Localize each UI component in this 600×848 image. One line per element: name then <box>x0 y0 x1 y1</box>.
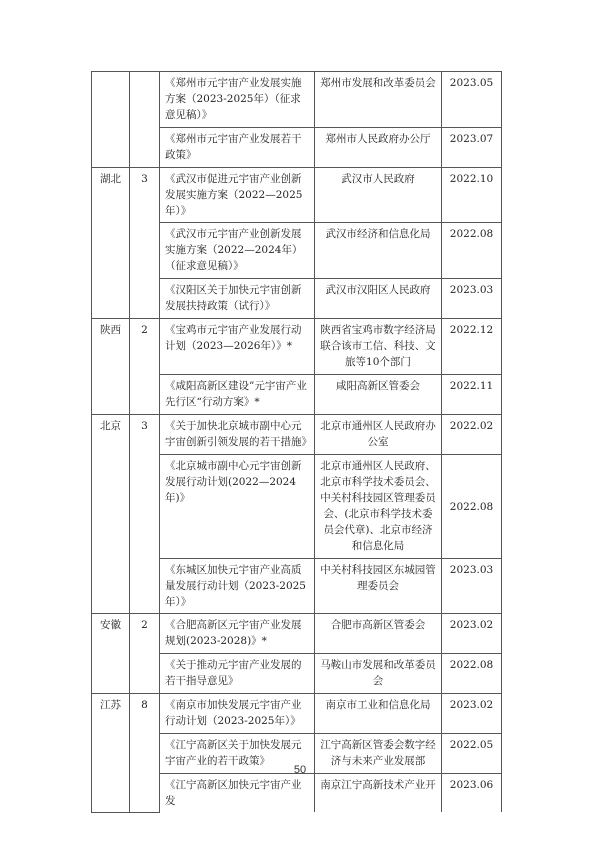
issue-date: 2022.10 <box>442 168 502 223</box>
policy-title: 《北京城市副中心元宇宙创新发展行动计划(2022—2024年)》 <box>160 455 315 559</box>
issue-date: 2023.02 <box>442 694 502 734</box>
issue-date: 2022.08 <box>442 223 502 279</box>
issue-date: 2022.11 <box>442 375 502 415</box>
region-cell: 安徽 <box>92 614 130 694</box>
policy-title: 《武汉市促进元宇宙产业创新发展实施方案（2022—2025年）》 <box>160 168 315 223</box>
issuing-org: 马鞍山市发展和改革委员会 <box>315 654 442 694</box>
issuing-org: 陕西省宝鸡市数字经济局联合该市工信、科技、文旅等10个部门 <box>315 319 442 375</box>
issue-date: 2023.05 <box>442 72 502 128</box>
table-row <box>92 168 502 223</box>
policy-title: 《江宁高新区关于加快发展元宇宙产业的若干政策》 <box>160 734 315 774</box>
policy-title: 《江宁高新区加快元宇宙产业发 <box>160 774 315 813</box>
policy-title: 《合肥高新区元宇宙产业发展规划(2023-2028)》* <box>160 614 315 654</box>
policy-title: 《武汉市元宇宙产业创新发展实施方案（2022—2024年）（征求意见稿）》 <box>160 223 315 279</box>
count-cell: 3 <box>130 168 160 319</box>
policy-title: 《汉阳区关于加快元宇宙创新发展扶持政策（试行）》 <box>160 279 315 319</box>
region-cell: 湖北 <box>92 168 130 319</box>
count-cell: 3 <box>130 415 160 614</box>
region-cell <box>92 72 130 168</box>
issuing-org: 郑州市人民政府办公厅 <box>315 128 442 168</box>
issuing-org: 中关村科技园区东城园管理委员会 <box>315 559 442 614</box>
page-number: 50 <box>293 764 307 776</box>
issuing-org: 北京市通州区人民政府办公室 <box>315 415 442 455</box>
issue-date: 2023.06 <box>442 774 502 813</box>
issuing-org: 南京江宁高新技术产业开 <box>315 774 442 813</box>
region-cell: 北京 <box>92 415 130 614</box>
policy-title: 《关于加快北京城市副中心元宇宙创新引领发展的若干措施》 <box>160 415 315 455</box>
table-row <box>92 614 502 654</box>
count-cell: 2 <box>130 614 160 694</box>
issue-date: 2022.02 <box>442 415 502 455</box>
count-cell <box>130 72 160 168</box>
table-row <box>92 72 502 128</box>
policy-title: 《宝鸡市元宇宙产业发展行动计划（2023—2026年）》* <box>160 319 315 375</box>
issuing-org: 合肥市高新区管委会 <box>315 614 442 654</box>
issuing-org: 武汉市经济和信息化局 <box>315 223 442 279</box>
issuing-org: 南京市工业和信息化局 <box>315 694 442 734</box>
policy-title: 《关于推动元宇宙产业发展的若干指导意见》 <box>160 654 315 694</box>
policy-title: 《东城区加快元宇宙产业高质量发展行动计划（2023-2025年）》 <box>160 559 315 614</box>
table-row <box>92 694 502 734</box>
issue-date: 2023.03 <box>442 559 502 614</box>
table-row <box>92 415 502 455</box>
issue-date: 2022.05 <box>442 734 502 774</box>
issue-date: 2022.08 <box>442 455 502 559</box>
table-row <box>92 319 502 375</box>
issuing-org: 郑州市发展和改革委员会 <box>315 72 442 128</box>
count-cell: 8 <box>130 694 160 813</box>
region-cell: 江苏 <box>92 694 130 813</box>
issue-date: 2022.08 <box>442 654 502 694</box>
issue-date: 2023.03 <box>442 279 502 319</box>
issue-date: 2023.02 <box>442 614 502 654</box>
count-cell: 2 <box>130 319 160 415</box>
issue-date: 2022.12 <box>442 319 502 375</box>
issue-date: 2023.07 <box>442 128 502 168</box>
policy-title: 《郑州市元宇宙产业发展若干政策》 <box>160 128 315 168</box>
policy-table <box>91 71 502 813</box>
region-cell: 陕西 <box>92 319 130 415</box>
policy-title: 《咸阳高新区建设”元宇宙产业先行区“行动方案》* <box>160 375 315 415</box>
issuing-org: 咸阳高新区管委会 <box>315 375 442 415</box>
policy-title: 《郑州市元宇宙产业发展实施方案（2023-2025年）（征求意见稿）》 <box>160 72 315 128</box>
issuing-org: 北京市通州区人民政府、北京市科学技术委员会、中关村科技园区管理委员会、(北京市科学技术委员会代章)、北京市经济和信息化局 <box>315 455 442 559</box>
issuing-org: 武汉市汉阳区人民政府 <box>315 279 442 319</box>
issuing-org: 江宁高新区管委会数字经济与未来产业发展部 <box>315 734 442 774</box>
issuing-org: 武汉市人民政府 <box>315 168 442 223</box>
policy-title: 《南京市加快发展元宇宙产业行动计划（2023-2025年）》 <box>160 694 315 734</box>
